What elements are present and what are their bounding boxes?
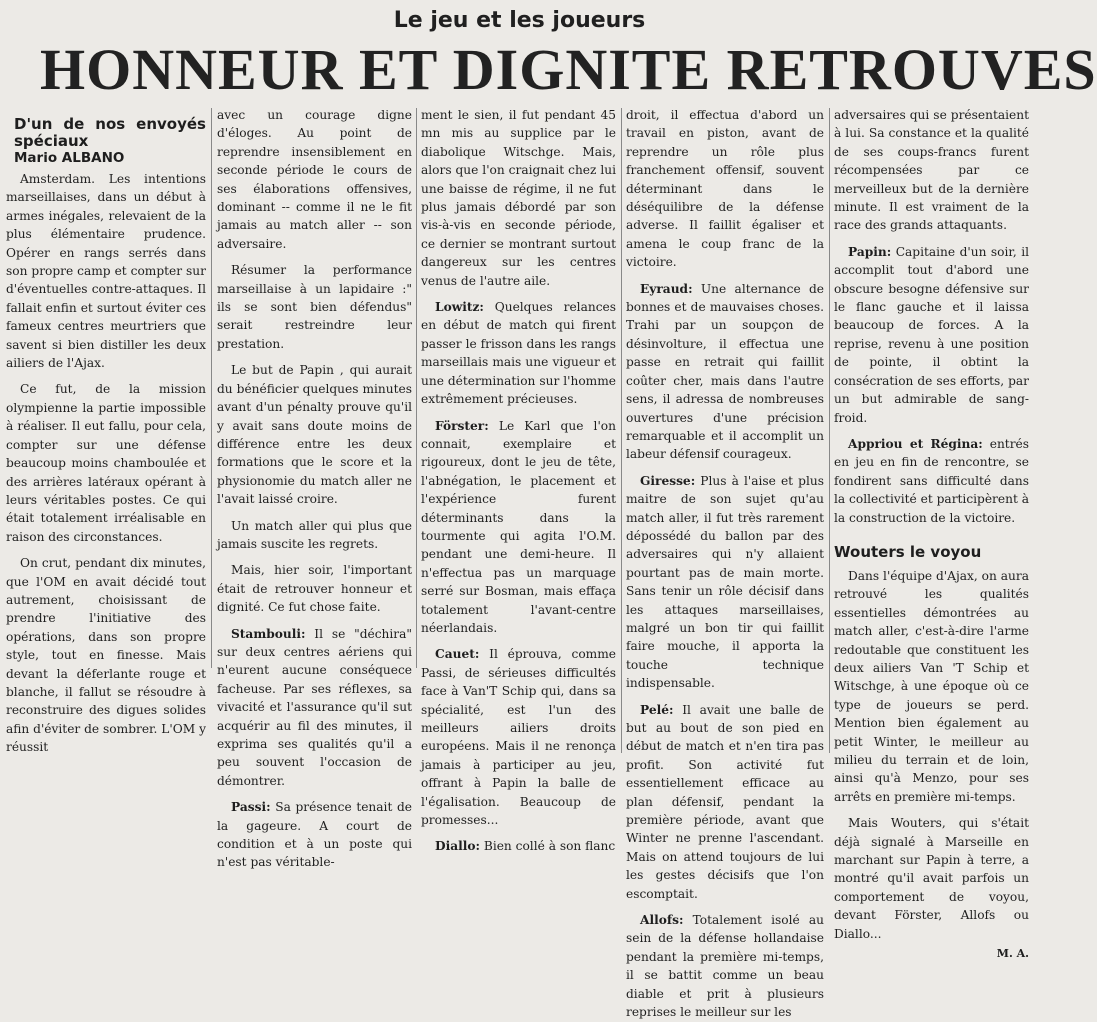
player-note-text: Sa présence tenait de la gageure. A court de condition et à un poste qui n'est pas véritable- — [217, 800, 412, 870]
player-note — [626, 911, 824, 1021]
article-column-2 — [217, 106, 412, 870]
paragraph: avec un courage digne d'éloges. Au point de reprendre insensiblement en seconde période le cours de ses élaborations offensives, dominant -- comme il ne le fit jamais au match aller -- son adversaire. — [217, 108, 412, 251]
player-note — [421, 645, 616, 829]
section-subheading: Wouters le voyou — [834, 542, 982, 561]
paragraph: droit, il effectua d'abord un travail en piston, avant de reprendre un rôle plus franchement offensif, souvent déterminant dans le déséquilibre de la défense adverse. Il faillit égaliser et amena le coup franc de la victoire. — [626, 108, 824, 270]
article-column-4 — [626, 106, 824, 1020]
article-column-1 — [6, 110, 206, 755]
player-note-text: Bien collé à son flanc — [479, 839, 616, 854]
paragraph: On crut, pendant dix minutes, que l'OM en avait décidé tout autrement, choisissant de prendre l'initiative des opérations, dans son propre style, tout en finesse. Mais devant la déferlante rouge et blanche, il fallut se résoudre à reconstruire des digues solides afin d'éviter de sombrer. L'OM y réussit — [6, 556, 206, 755]
player-note-text: Totalement isolé au sein de la défense hollandaise pendant la première mi-temps, il se battit comme un beau diable et prit à plusieurs reprises le meilleur sur les — [626, 913, 824, 1020]
player-note — [626, 472, 824, 693]
player-name: Lowitz: — [435, 300, 484, 315]
paragraph: Ce fut, de la mission olympienne la partie impossible à réaliser. Il eut fallu, pour cela, compter sur une défense beaucoup moins chamboulée et des arrières latéraux opérant à leurs véritables postes. Ce qui était totalement irréalisable en raison des circonstances. — [6, 382, 206, 544]
player-note-text: entrés en jeu en fin de rencontre, se fondirent sans difficulté dans la collectivité et participèrent à la construction de la victoire. — [834, 436, 1029, 525]
player-note-text: Il avait une balle de but au bout de son pied en début de match et n'en tira pas profit. Son activité fut essentiellement efficace au plan défensif, pendant la première période, avant que Winter ne prenne l'ascendant. Mais on attend toujours de lui les gestes décisifs que l'on escomptait. — [626, 702, 824, 901]
paragraph: Le but de Papin , qui aurait du bénéficier quelques minutes avant d'un pénalty prouve qu'il y avait sans doute moins de différence entre les deux formations que le score et la physionomie du match aller ne l'avait laissé croire. — [217, 363, 412, 507]
article-column-3 — [421, 106, 616, 854]
paragraph: Mais, hier soir, l'important était de retrouver honneur et dignité. Ce fut chose faite. — [217, 563, 412, 615]
column-divider — [416, 108, 417, 668]
column-divider — [211, 108, 212, 668]
paragraph: Un match aller qui plus que jamais suscite les regrets. — [217, 518, 412, 551]
paragraph: ment le sien, il fut pendant 45 mn mis au supplice par le diabolique Witschge. Mais, alors que l'on craignait chez lui une baisse de régime, il ne fut plus jamais débordé par son vis-à-vis en seconde période, ce dernier se montrant surtout dangereux sur les centres venus de l'autre aile. — [421, 108, 616, 288]
player-note-text: Capitaine d'un soir, il accomplit tout d'abord une obscure besogne défensive sur le flanc gauche et il laissa beaucoup de forces. A la reprise, revenu à une position de pointe, il obtint la consécration de ses efforts, par un but admirable de sang-froid. — [834, 244, 1029, 425]
paragraph: Résumer la performance marseillaise à un lapidaire :" ils se sont bien défendus" serait restreindre leur prestation. — [217, 263, 412, 351]
paragraph: Amsterdam. Les intentions marseillaises, dans un début à armes inégales, relevaient de la plus élémentaire prudence. Opérer en rangs serrés dans son propre camp et compter sur d'éventuelles contre-attaques. Il fallait enfin et surtout éviter ces fameux centres meurtriers que savent si bien distiller les deux ailiers de l'Ajax. — [6, 172, 206, 371]
player-name: Giresse: — [640, 473, 696, 488]
player-name: Allofs: — [640, 913, 684, 928]
player-note-text: Plus à l'aise et plus maitre de son sujet qu'au match aller, il fut très rarement dépossédé du ballon par des adversaires qui n'y allaient pourtant pas de main morte. Sans tenir un rôle décisif dans les attaques marseillaises, malgré un bon tir qui faillit faire mouche, il apporta la touche technique indispensable. — [626, 473, 824, 691]
player-note — [421, 298, 616, 408]
section-kicker: Le jeu et les joueurs — [393, 8, 646, 33]
player-note-text: Quelques relances en début de match qui firent passer le frisson dans les rangs marseillais mais une vigueur et une détermination sur l'homme extrêmement précieuses. — [421, 300, 616, 407]
player-note-text: Il se "déchira" sur deux centres aériens qui n'eurent aucune conséquece facheuse. Par ses réflexes, sa vivacité et l'assurance qu'il sut acquérir au fil des minutes, il exprima ses qualités qu'il a peu souvent l'occasion de démontrer. — [217, 626, 412, 788]
player-note — [217, 798, 412, 872]
player-note — [217, 625, 412, 791]
player-name: Eyraud: — [640, 281, 693, 296]
player-note-text: Une alternance de bonnes et de mauvaises choses. Trahi par un soupçon de désinvolture, il effectua une passe en retrait qui faillit coûter cher, mais dans l'autre sens, il adressa de nombreuses ouvertures d'une précision remarquable et il accomplit un labeur défensif courageux. — [626, 281, 824, 462]
player-name: Stambouli: — [231, 626, 306, 641]
player-note-text: Le Karl que l'on connait, exemplaire et rigoureux, dont le jeu de tête, l'abnégation, le placement et l'expérience furent déterminants dans la tourmente qui agita l'O.M. pendant une demi-heure. Il n'effectua pas un marquage serré sur Bosman, mais effaça totalement l'avant-centre néerlandais. — [421, 418, 616, 635]
article-headline: HONNEUR ET DIGNITE RETROUVES — [40, 37, 1097, 102]
player-name: Förster: — [435, 418, 489, 433]
player-name: Pelé: — [640, 702, 674, 717]
player-name: Diallo: — [435, 839, 480, 854]
player-note — [421, 417, 616, 638]
player-note — [834, 435, 1029, 527]
article-column-5 — [834, 106, 1029, 961]
player-note — [421, 837, 616, 855]
player-note-text: Il éprouva, comme Passi, de sérieuses difficultés face à Van'T Schip qui, dans sa spécialité, est l'un des meilleurs ailiers droits européens. Mais il ne renonça jamais à participer au jeu, offrant à Papin la balle de l'égalisation. Beaucoup de promesses... — [421, 647, 616, 828]
byline-title: D'un de nos envoyés spéciaux — [14, 115, 206, 150]
paragraph: Mais Wouters, qui s'était déjà signalé à Marseille en marchant sur Papin à terre, a montré qu'il avait parfois un comportement de voyou, devant Förster, Allofs ou Diallo... — [834, 816, 1029, 941]
player-note — [834, 243, 1029, 427]
column-divider — [829, 108, 830, 753]
player-name: Appriou et Régina: — [848, 436, 983, 451]
player-name: Cauet: — [435, 647, 480, 662]
paragraph: Dans l'équipe d'Ajax, on aura retrouvé les qualités essentielles démontrées au match aller, c'est-à-dire l'arme redoutable que constituent les deux ailiers Van 'T Schip et Witschge, à une époque où ce type de joueurs se perd. Mention bien également au petit Winter, le meilleur au milieu du terrain et de loin, ainsi qu'à Menzo, pour ses arrêts en première mi-temps. — [834, 568, 1029, 804]
player-note — [626, 701, 824, 903]
byline-author: Mario ALBANO — [14, 150, 125, 166]
player-name: Passi: — [231, 800, 271, 815]
player-note — [626, 280, 824, 464]
player-name: Papin: — [848, 244, 892, 259]
paragraph: adversaires qui se présentaient à lui. Sa constance et la qualité de ses coups-francs furent récompensées par ce merveilleux but de la dernière minute. Il est vraiment de la race des grands attaquants. — [834, 108, 1029, 233]
column-divider — [621, 108, 622, 753]
author-signature: M. A. — [996, 947, 1029, 961]
